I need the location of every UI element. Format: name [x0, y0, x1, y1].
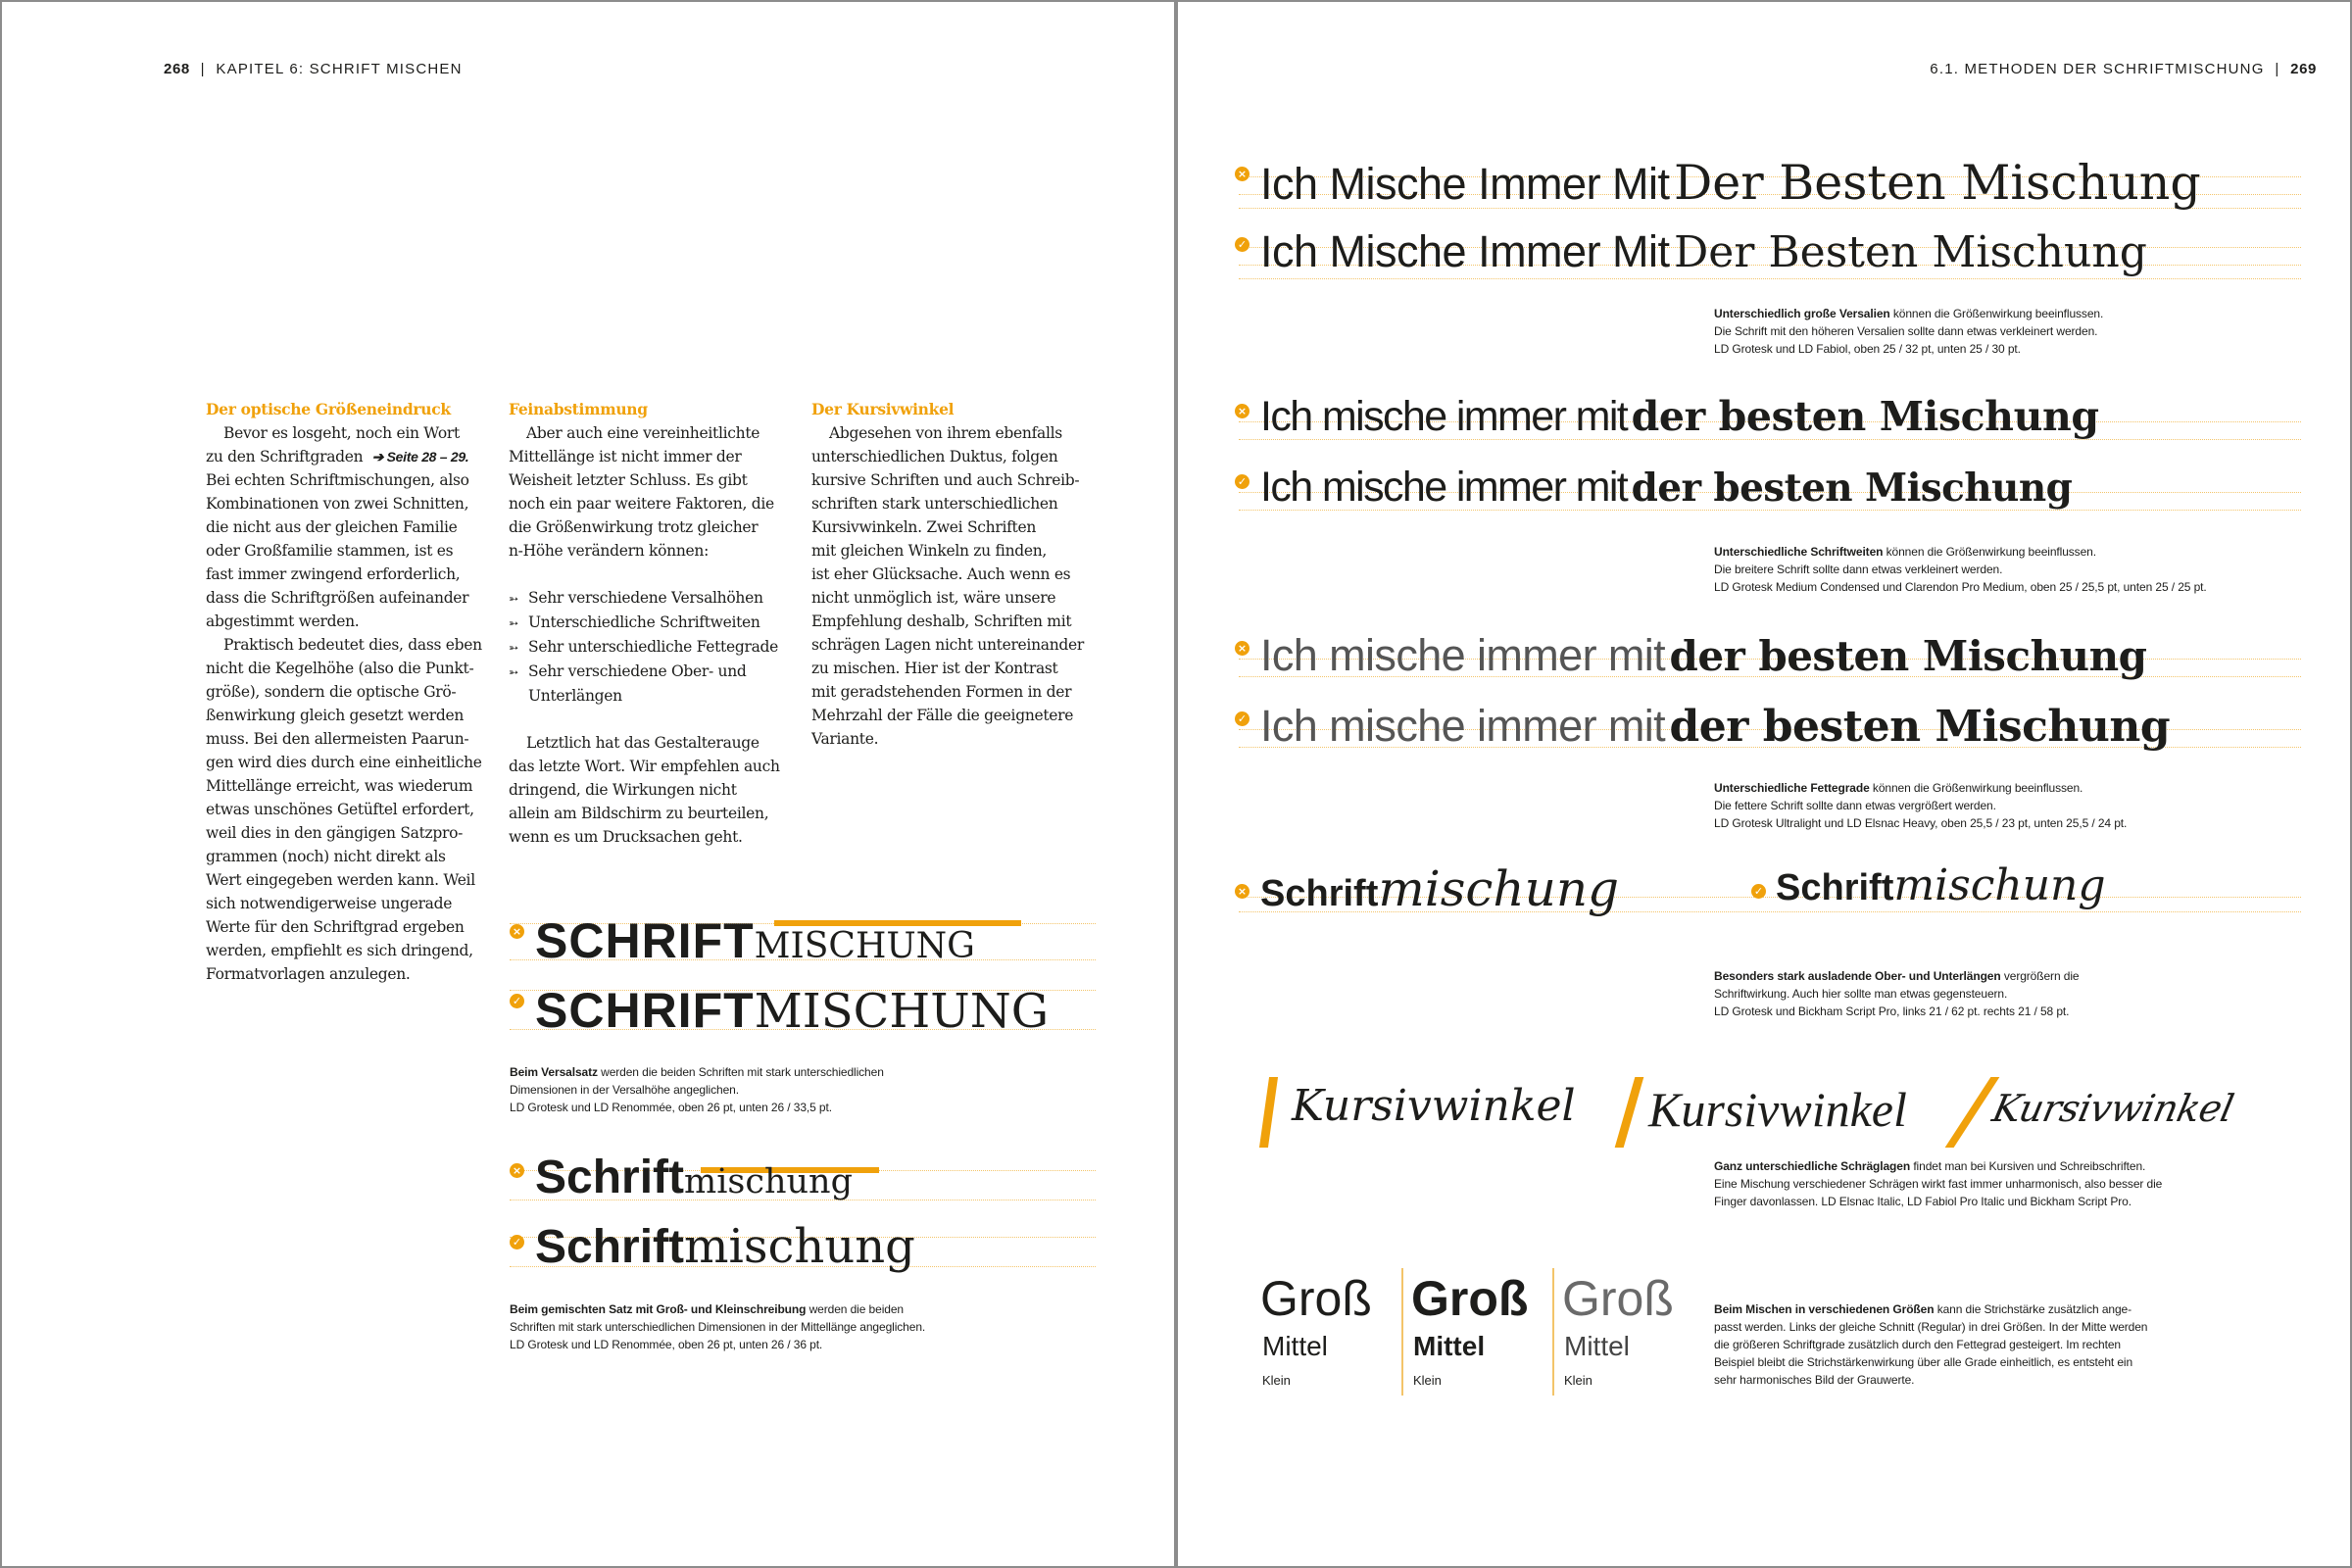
- check-mark-icon: ✓: [1751, 884, 1766, 899]
- text-line: kursive Schriften und auch Schreib-: [811, 471, 1080, 489]
- check-mark-icon: ✓: [510, 1235, 524, 1250]
- page-number: 269: [2290, 61, 2317, 77]
- size-example-light-large: Groß: [1562, 1271, 1674, 1326]
- text-line: Wert eingegeben werden kann. Weil: [206, 871, 475, 889]
- text-line: zu mischen. Hier ist der Kontrast: [811, 660, 1058, 677]
- text-line: zu den Schriftgraden ➔ Seite 28 – 29.: [206, 448, 469, 466]
- text-line: größe), sondern die optische Grö-: [206, 683, 457, 701]
- arrow-bullet-icon: ➳: [509, 616, 518, 630]
- text-line: Abgesehen von ihrem ebenfalls: [829, 424, 1062, 442]
- text-line: abgestimmt werden.: [206, 612, 360, 630]
- example-schriftweiten-right: Ich mische immer mit der besten Mischung: [1260, 464, 2073, 511]
- text-line: oder Großfamilie stammen, ist es: [206, 542, 454, 560]
- text-line: Kursivwinkeln. Zwei Schriften: [811, 518, 1037, 536]
- text-line: fast immer zwingend erforderlich,: [206, 565, 461, 583]
- check-mark-icon: ✓: [510, 994, 524, 1008]
- text-line: n-Höhe verändern können:: [509, 542, 709, 560]
- example-mixed-right: Schriftmischung: [535, 1219, 915, 1274]
- size-example-bold-medium: Mittel: [1413, 1331, 1486, 1361]
- example-mixed-wrong: Schriftmischung: [535, 1152, 853, 1203]
- x-mark-icon: ×: [1235, 884, 1250, 899]
- text-line: gen wird dies durch eine einheitliche: [206, 754, 482, 771]
- arrow-bullet-icon: ➳: [509, 641, 518, 655]
- example-versalien-wrong: Ich Mische Immer Mit Der Besten Mischung: [1260, 155, 2201, 211]
- column-heading: Der Kursivwinkel: [811, 400, 955, 418]
- example-unterlaengen-right: Schriftmischung: [1776, 860, 2106, 910]
- list-item: Unterlängen: [528, 687, 622, 705]
- text-line: die nicht aus der gleichen Familie: [206, 518, 458, 536]
- text-line: nicht unmöglich ist, wäre unsere: [811, 589, 1056, 607]
- figure-caption: Unterschiedlich große Versalien können die Größenwirkung beeinflussen. Die Schrift mit den höheren Versalien sollte dann etwas verkleinert werden. LD Grotesk und LD Fabiol, oben 25 / 32 pt, unten 25 / 30 pt.: [1714, 307, 2104, 356]
- size-example-light-small: Klein: [1564, 1373, 1592, 1388]
- size-example-regular-medium: Mittel: [1262, 1331, 1328, 1361]
- example-schriftweiten-wrong: Ich mische immer mit der besten Mischung: [1260, 393, 2099, 440]
- x-mark-icon: ×: [1235, 641, 1250, 656]
- text-line: mit geradstehenden Formen in der: [811, 683, 1072, 701]
- size-example-bold-small: Klein: [1413, 1373, 1442, 1388]
- example-fettegrade-wrong: Ich mische immer mit der besten Mischung: [1260, 630, 2147, 680]
- example-versalien-right: Ich Mische Immer Mit Der Besten Mischung: [1260, 226, 2147, 277]
- check-mark-icon: ✓: [1235, 474, 1250, 489]
- text-line: Aber auch eine vereinheitlichte: [526, 424, 760, 442]
- text-line: Mehrzahl der Fälle die geeignetere: [811, 707, 1074, 724]
- text-line: Weisheit letzter Schluss. Es gibt: [509, 471, 748, 489]
- text-line: die Größenwirkung trotz gleicher: [509, 518, 759, 536]
- bullet-list: [509, 586, 795, 708]
- text-line: Kombinationen von zwei Schnitten,: [206, 495, 469, 513]
- text-line: Mittellänge ist nicht immer der: [509, 448, 742, 466]
- figure-caption: Beim Versalsatz werden die beiden Schriften mit stark unterschiedlichen Dimensionen in der Versalhöhe angeglichen. LD Grotesk und LD Renommée, oben 26 pt, unten 26 / 33,5 pt.: [510, 1065, 884, 1114]
- guide-line: [1239, 278, 2301, 279]
- example-fettegrade-right: Ich mische immer mit der besten Mischung: [1260, 701, 2171, 752]
- arrow-bullet-icon: ➳: [509, 592, 518, 606]
- x-mark-icon: ×: [510, 924, 524, 939]
- check-mark-icon: ✓: [1235, 237, 1250, 252]
- size-example-regular-large: Groß: [1260, 1271, 1372, 1326]
- text-line: dringend, die Wirkungen nicht: [509, 781, 737, 799]
- column-divider: [1552, 1268, 1554, 1396]
- page-reference: ➔ Seite 28 – 29.: [371, 449, 469, 465]
- check-mark-icon: ✓: [1235, 711, 1250, 726]
- example-caps-wrong: SCHRIFTMISCHUNG: [535, 913, 975, 968]
- size-example-light-medium: Mittel: [1564, 1331, 1630, 1361]
- text-line: Praktisch bedeutet dies, dass eben: [223, 636, 482, 654]
- text-line: Bevor es losgeht, noch ein Wort: [223, 424, 460, 442]
- figure-caption: Ganz unterschiedliche Schräglagen findet man bei Kursiven und Schreibschriften. Eine Mischung verschiedener Schrägen wirkt fast immer unharmonisch, also besser die Finger davonlassen. LD Elsnac Italic, LD Fabiol Pro Italic und Bickham Script Pro.: [1714, 1159, 2163, 1208]
- figure-caption: Beim Mischen in verschiedenen Größen kann die Strichstärke zusätzlich ange- passt werden. Links der gleiche Schnitt (Regular) in drei Größen. In der Mitte werden die größeren Schriftgrade zusätzlich durch den Fettegrad gesteigert. Im rechten Beispiel bleibt die Strichstärkenwirkung über alle Grade einheitlich, es entsteht ein sehr harmonisches Bild der Grauwerte.: [1714, 1302, 2148, 1387]
- list-item: ➳ Unterschiedliche Schriftweiten: [509, 611, 795, 635]
- kursiv-example-1: Kursivwinkel: [1292, 1081, 1576, 1131]
- text-line: muss. Bei den allermeisten Paarun-: [206, 730, 469, 748]
- text-line: unterschiedlichen Duktus, folgen: [811, 448, 1058, 466]
- page-number: 268: [164, 61, 190, 77]
- text-line: mit gleichen Winkeln zu finden,: [811, 542, 1048, 560]
- right-page: [1178, 2, 2350, 1566]
- text-line: das letzte Wort. Wir empfehlen auch: [509, 758, 780, 775]
- page-header-left: 268 | KAPITEL 6: SCHRIFT MISCHEN: [164, 61, 463, 77]
- slant-angle-marker: [1259, 1077, 1278, 1148]
- text-column-3: [811, 398, 1098, 751]
- text-line: allein am Bildschirm zu beurteilen,: [509, 805, 769, 822]
- text-line: Formatvorlagen anzulegen.: [206, 965, 411, 983]
- arrow-bullet-icon: ➳: [509, 665, 518, 679]
- text-line: Werte für den Schriftgrad ergeben: [206, 918, 465, 936]
- x-mark-icon: ×: [510, 1163, 524, 1178]
- text-line: ßenwirkung gleich gesetzt werden: [206, 707, 465, 724]
- list-item: ➳ Sehr verschiedene Versalhöhen: [509, 586, 795, 611]
- text-line: werden, empfiehlt es sich dringend,: [206, 942, 473, 959]
- column-heading: Der optische Größeneindruck: [206, 400, 451, 418]
- text-line: Mittellänge erreicht, was wiederum: [206, 777, 473, 795]
- text-line: Empfehlung deshalb, Schriften mit: [811, 612, 1072, 630]
- chapter-title: KAPITEL 6: SCHRIFT MISCHEN: [216, 61, 463, 77]
- text-line: Bei echten Schriftmischungen, also: [206, 471, 469, 489]
- x-mark-icon: ×: [1235, 404, 1250, 418]
- size-example-bold-large: Groß: [1411, 1271, 1529, 1326]
- page-header-right: 6.1. METHODEN DER SCHRIFTMISCHUNG | 269: [1930, 61, 2317, 77]
- figure-caption: Besonders stark ausladende Ober- und Unterlängen vergrößern die Schriftwirkung. Auch hier sollte man etwas gegensteuern. LD Grotesk und Bickham Script Pro, links 21 / 62 pt. rechts 21 / 58 pt.: [1714, 969, 2080, 1018]
- text-line: sich notwendigerweise ungerade: [206, 895, 453, 912]
- figure-caption: Beim gemischten Satz mit Groß- und Kleinschreibung werden die beiden Schriften mit stark unterschiedlichen Dimensionen in der Mittellänge angeglichen. LD Grotesk und LD Renommée, oben 26 pt, unten 26 / 36 pt.: [510, 1302, 926, 1351]
- text-line: wenn es um Drucksachen geht.: [509, 828, 743, 846]
- column-divider: [1401, 1268, 1403, 1396]
- left-page: [2, 2, 1174, 1566]
- text-line: dass die Schriftgrößen aufeinander: [206, 589, 469, 607]
- column-heading: Feinabstimmung: [509, 400, 648, 418]
- text-line: weil dies in den gängigen Satzpro-: [206, 824, 464, 842]
- example-caps-right: SCHRIFTMISCHUNG: [535, 983, 1050, 1039]
- text-line: Variante.: [811, 730, 879, 748]
- figure-caption: Unterschiedliche Fettegrade können die Größenwirkung beeinflussen. Die fettere Schrift sollte dann etwas vergrößert werden. LD Grotesk Ultralight und LD Elsnac Heavy, oben 25,5 / 23 pt, unten 25,5 / 24 pt.: [1714, 781, 2128, 830]
- figure-caption: Unterschiedliche Schriftweiten können die Größenwirkung beeinflussen. Die breitere Schrift sollte dann etwas verkleinert werden. LD Grotesk Medium Condensed und Clarendon Pro Medium, oben 25 / 25,5 pt, unten 25 / 25 pt.: [1714, 545, 2207, 594]
- text-line: etwas unschönes Getüftel erfordert,: [206, 801, 474, 818]
- text-column-1: [206, 398, 492, 986]
- text-line: schrägen Lagen nicht untereinander: [811, 636, 1084, 654]
- text-column-2: [509, 398, 795, 849]
- slant-angle-marker: [1615, 1077, 1644, 1148]
- text-line: ist eher Glücksache. Auch wenn es: [811, 565, 1071, 583]
- kursiv-example-2: Kursivwinkel: [1648, 1082, 1907, 1137]
- text-line: grammen (noch) nicht direkt als: [206, 848, 446, 865]
- text-line: noch ein paar weitere Faktoren, die: [509, 495, 774, 513]
- kursiv-example-3: Kursivwinkel: [1988, 1087, 2237, 1130]
- x-mark-icon: ×: [1235, 167, 1250, 181]
- size-example-regular-small: Klein: [1262, 1373, 1291, 1388]
- list-item: ➳ Sehr unterschiedliche Fettegrade: [509, 635, 795, 660]
- text-line: schriften stark unterschiedlichen: [811, 495, 1058, 513]
- text-line: nicht die Kegelhöhe (also die Punkt-: [206, 660, 474, 677]
- example-unterlaengen-wrong: Schriftmischung: [1260, 860, 1620, 917]
- text-line: Letztlich hat das Gestalterauge: [526, 734, 760, 752]
- section-title: 6.1. METHODEN DER SCHRIFTMISCHUNG: [1930, 61, 2265, 77]
- list-item: ➳ Sehr verschiedene Ober- und: [509, 660, 795, 684]
